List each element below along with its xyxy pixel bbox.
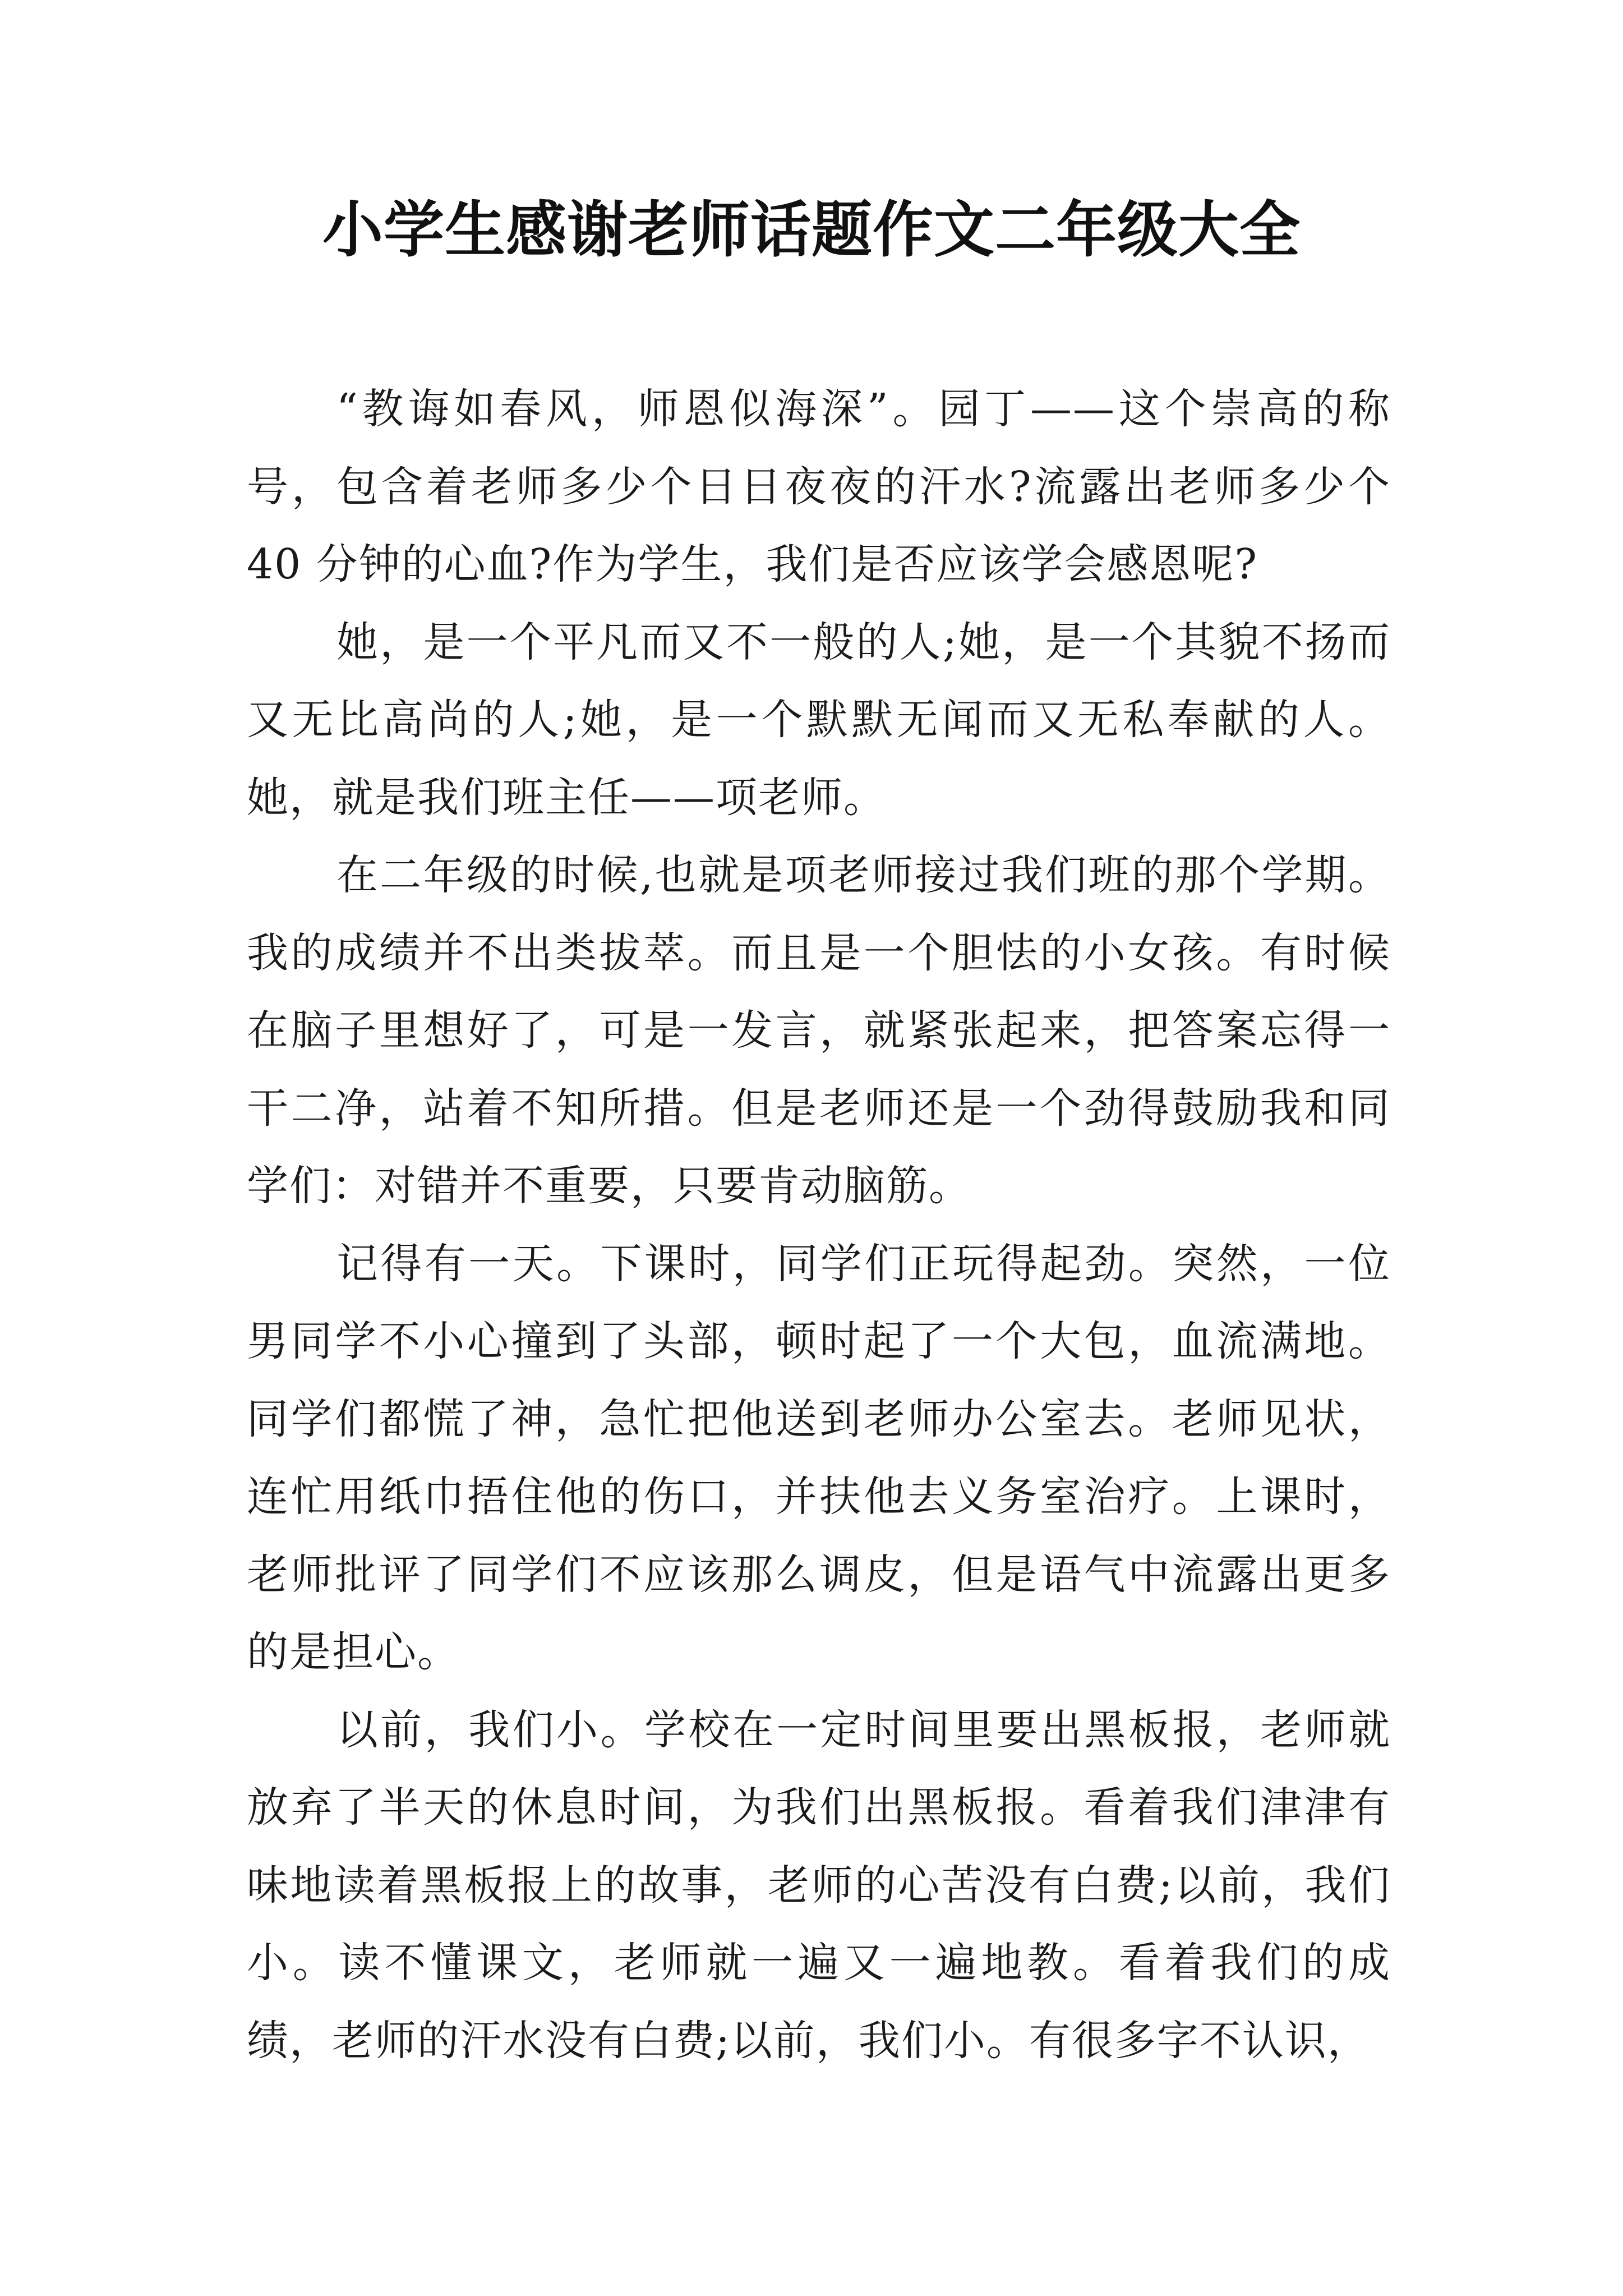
- paragraph: 在二年级的时候,也就是项老师接过我们班的那个学期。我的成绩并不出类拔萃。而且是一个胆怯的小女孩。有时候在脑子里想好了，可是一发言，就紧张起来，把答案忘得一干二净，站着不知所措。但是老师还是一个劲得鼓励我和同学们：对错并不重要，只要肯动脑筋。: [247, 851, 1391, 1210]
- paragraph: 记得有一天。下课时，同学们正玩得起劲。突然，一位男同学不小心撞到了头部，顿时起了一个大包，血流满地。同学们都慌了神，急忙把他送到老师办公室去。老师见状，连忙用纸巾捂住他的伤口，并扶他去义务室治疗。上课时，老师批评了同学们不应该那么调皮，但是语气中流露出更多的是担心。: [247, 1239, 1391, 1676]
- document-body: [247, 370, 1391, 2079]
- document-title: 小学生感谢老师话题作文二年级大全: [322, 195, 1301, 265]
- paragraph: “教诲如春风，师恩似海深”。园丁——这个崇高的称号，包含着老师多少个日日夜夜的汗水?流露出老师多少个 40 分钟的心血?作为学生，我们是否应该学会感恩呢?: [247, 385, 1391, 588]
- paragraph: 她，是一个平凡而又不一般的人;她，是一个其貌不扬而又无比高尚的人;她，是一个默默无闻而又无私奉献的人。她，就是我们班主任——项老师。: [247, 618, 1391, 822]
- paragraph: 以前，我们小。学校在一定时间里要出黑板报，老师就放弃了半天的休息时间，为我们出黑板报。看着我们津津有味地读着黑板报上的故事，老师的心苦没有白费;以前，我们小。读不懂课文，老师就一遍又一遍地教。看着我们的成绩，老师的汗水没有白费;以前，我们小。有很多字不认识，: [247, 1705, 1391, 2065]
